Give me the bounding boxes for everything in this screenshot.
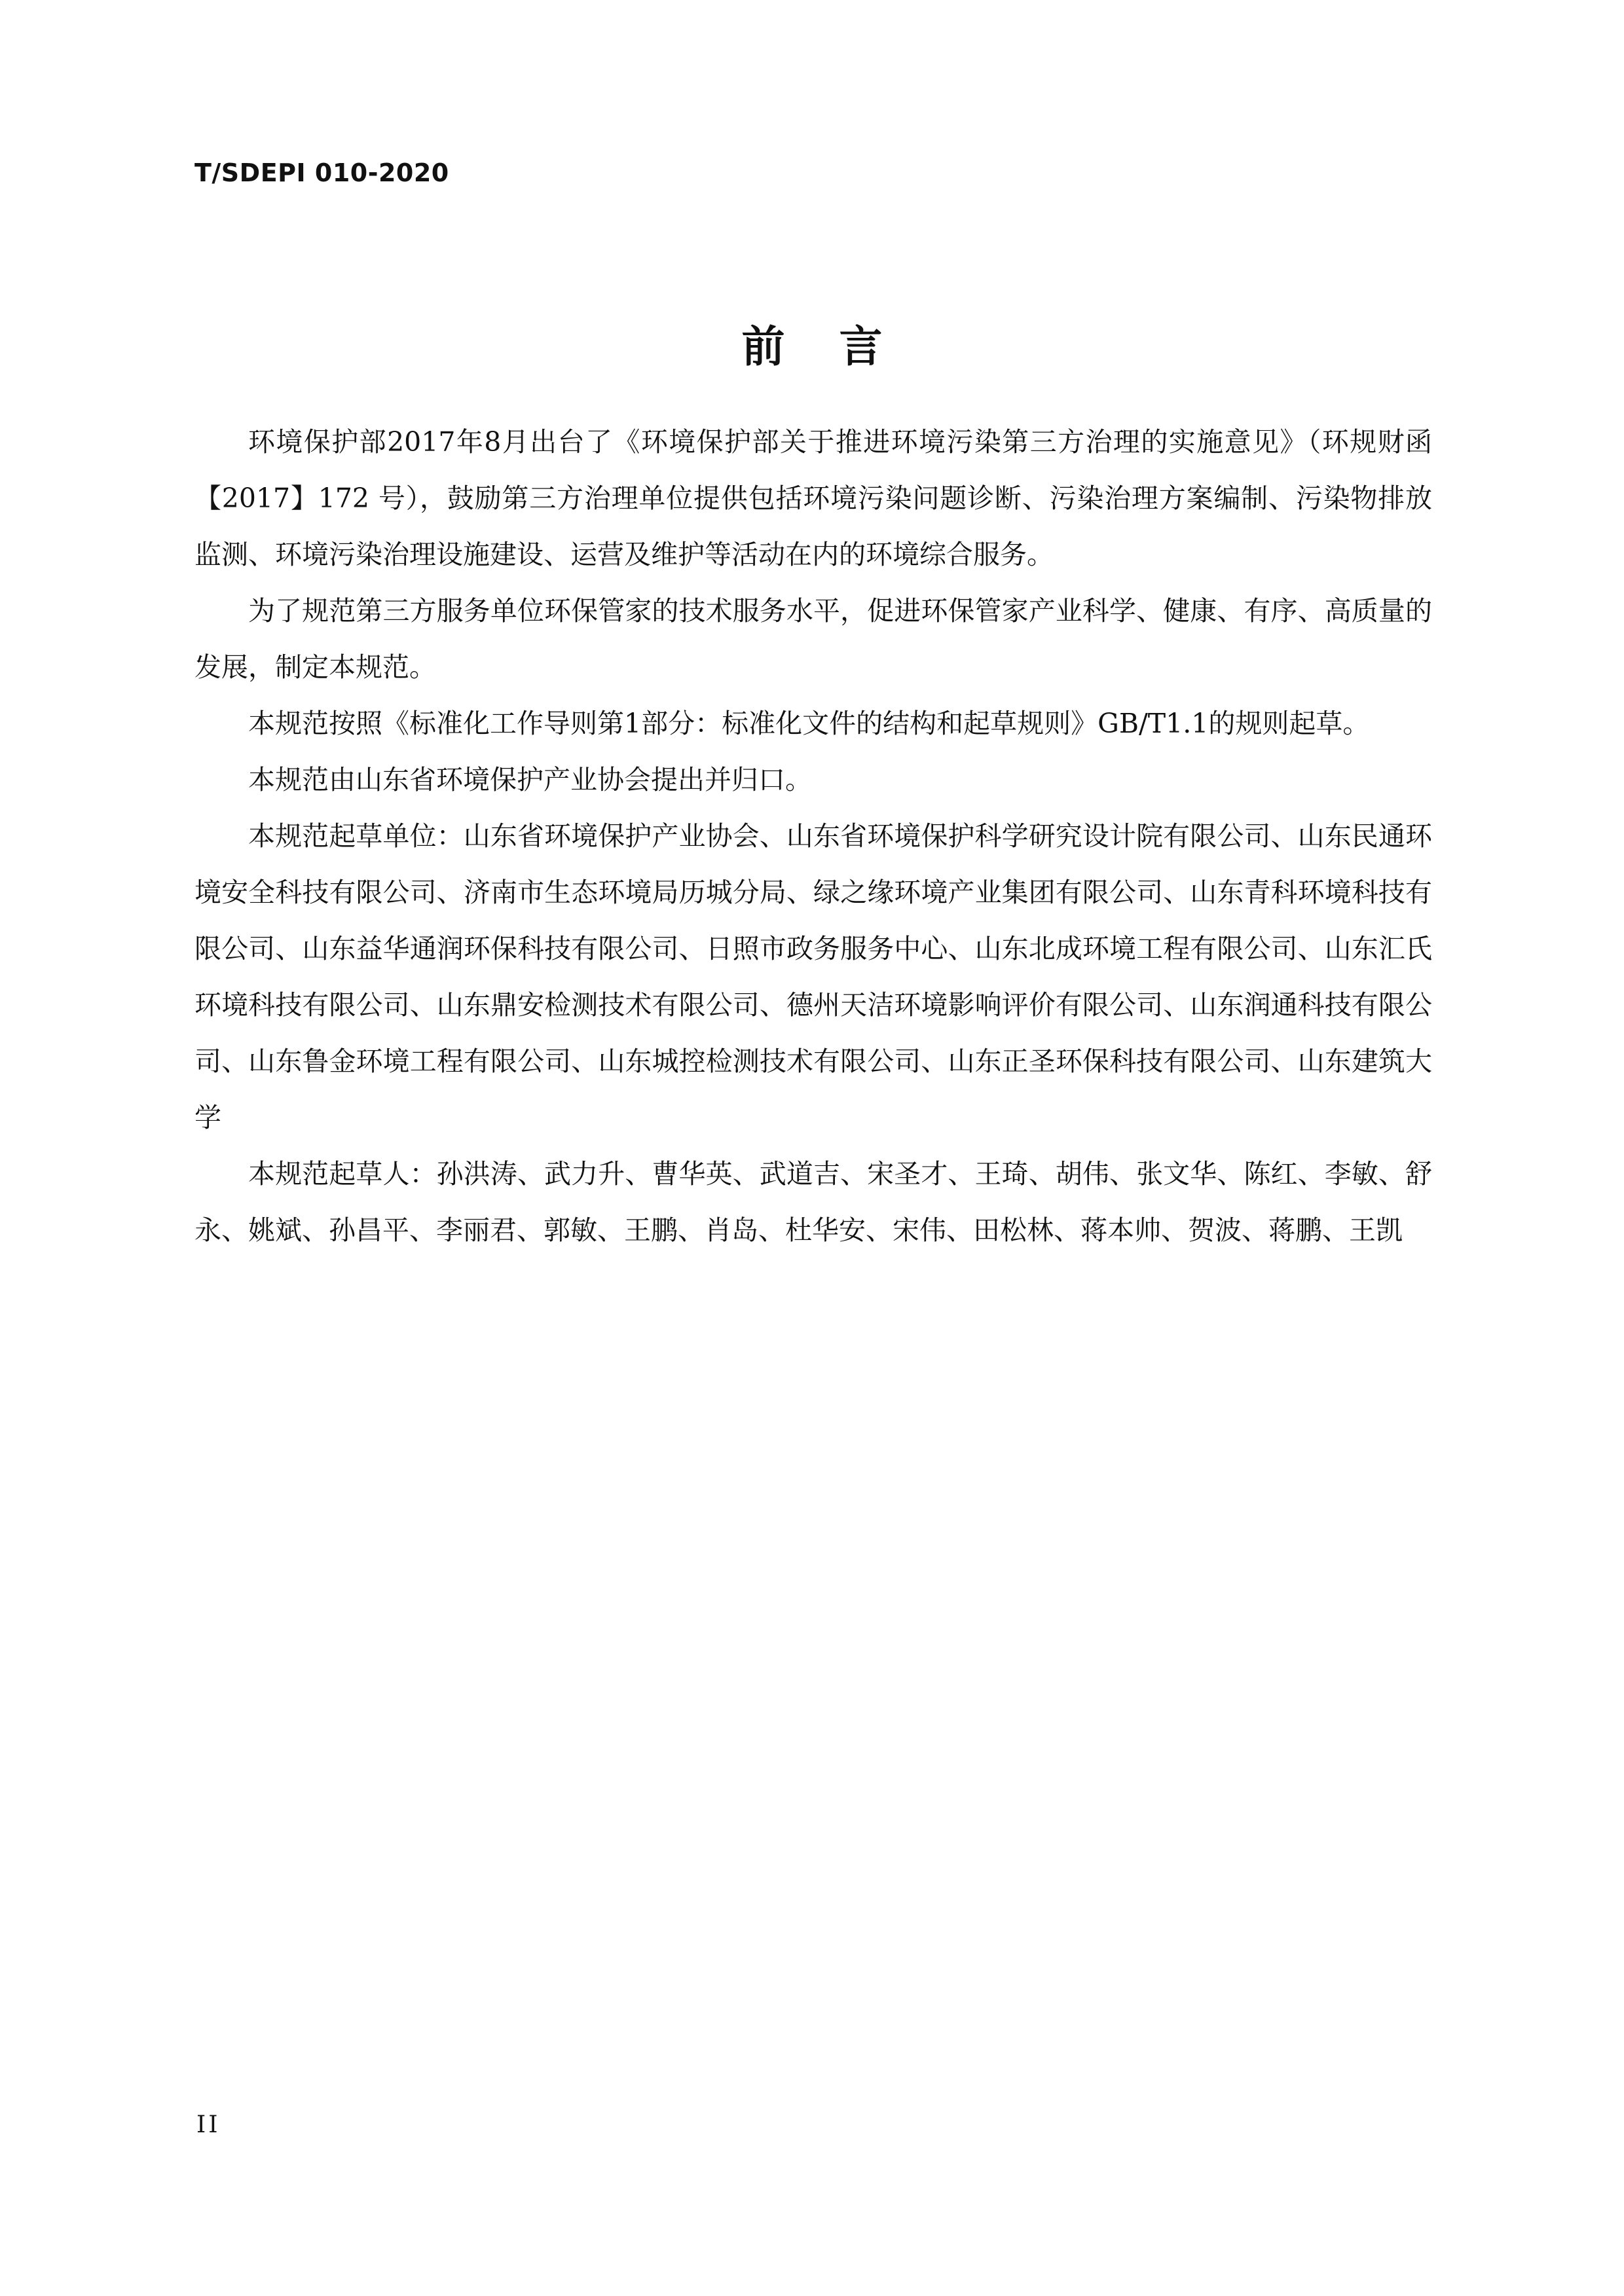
paragraph-background: 环境保护部2017年8月出台了《环境保护部关于推进环境污染第三方治理的实施意见》（环规财函【2017】172 号），鼓励第三方治理单位提供包括环境污染问题诊断、污染治理方案编制、污染物排放监测、环境污染治理设施建设、运营及维护等活动在内的环境综合服务。 bbox=[194, 426, 1432, 570]
paragraph-drafting-units: 本规范起草单位：山东省环境保护产业协会、山东省环境保护科学研究设计院有限公司、山东民通环境安全科技有限公司、济南市生态环境局历城分局、绿之缘环境产业集团有限公司、山东青科环境科技有限公司、山东益华通润环保科技有限公司、日照市政务服务中心、山东北成环境工程有限公司、山东汇氏环境科技有限公司、山东鼎安检测技术有限公司、德州天洁环境影响评价有限公司、山东润通科技有限公司、山东鲁金环境工程有限公司、山东城控检测技术有限公司、山东正圣环保科技有限公司、山东建筑大学 bbox=[194, 820, 1432, 1133]
page-number: II bbox=[196, 2111, 221, 2138]
paragraph-purpose: 为了规范第三方服务单位环保管家的技术服务水平，促进环保管家产业科学、健康、有序、高质量的发展，制定本规范。 bbox=[194, 595, 1432, 683]
page-title: 前 言 bbox=[741, 321, 902, 372]
paragraph-drafters: 本规范起草人：孙洪涛、武力升、曹华英、武道吉、宋圣才、王琦、胡伟、张文华、陈红、李敏、舒永、姚斌、孙昌平、李丽君、郭敏、王鹏、肖岛、杜华安、宋伟、田松林、蒋本帅、贺波、蒋鹏、王凯 bbox=[194, 1158, 1432, 1246]
paragraph-drafting-rules: 本规范按照《标准化工作导则第1部分：标准化文件的结构和起草规则》GB/T1.1的规则起草。 bbox=[248, 708, 1370, 739]
paragraph-proposer: 本规范由山东省环境保护产业协会提出并归口。 bbox=[248, 764, 812, 795]
standard-code: T/SDEPI 010-2020 bbox=[194, 158, 449, 187]
foreword-body bbox=[194, 414, 1432, 1258]
